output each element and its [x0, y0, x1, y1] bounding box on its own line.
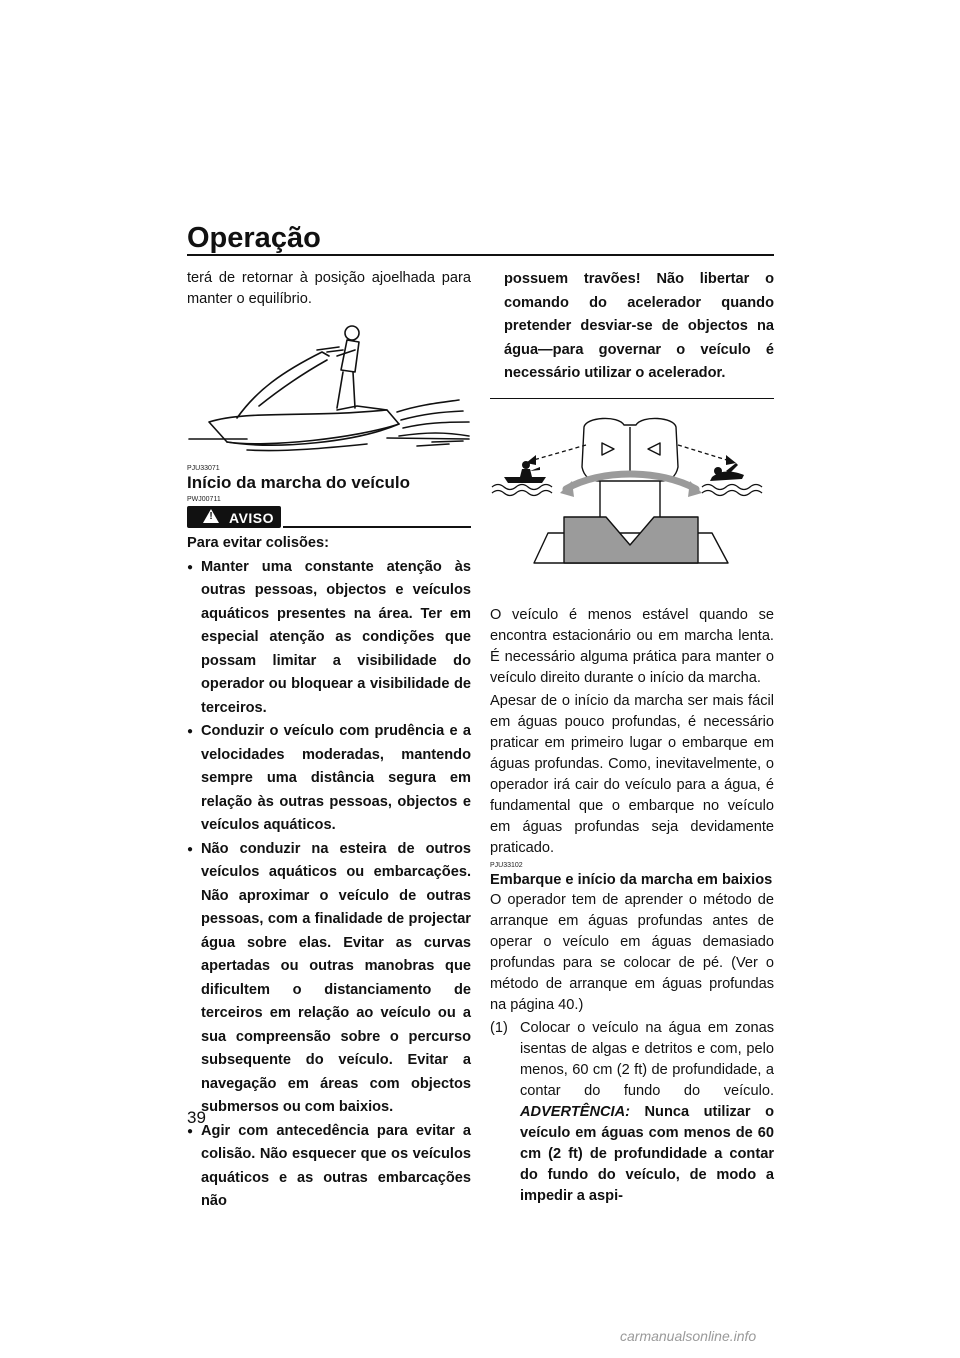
left-column	[187, 268, 471, 1214]
page-title: Operação	[187, 222, 321, 254]
exclamation-icon: !	[209, 511, 213, 522]
warning-bullet: ● Não conduzir na esteira de outros veículos aquáticos ou embarcações. Não aproximar o veículo de outras pessoas, com a finalidade de projectar água sobre elas. Evitar as curvas apertadas ou outras manobras que dificultem o distanciamento de terceiros em relação ao veículo ou a sua compreensão sobre o percurso subsequente do veículo. Evitar a navegação em áreas com objectos submersos ou com baixios.	[187, 838, 471, 1120]
subsection-body: O operador tem de aprender o método de arranque em águas profundas antes de operar o veículo em águas demasiado profundas para se colocar de pé. (Ver o método de arranque em águas profundas na página 40.)	[490, 892, 774, 1013]
warning-badge	[187, 506, 281, 528]
warning-header	[187, 506, 471, 528]
page-number: 39	[187, 1108, 206, 1127]
warning-bullet: ● Conduzir o veículo com prudência e a velocidades moderadas, mantendo sempre uma distância segura em relação às outras pessoas, objectos e veículos aquáticos.	[187, 720, 471, 838]
stability-paragraph: O veículo é menos estável quando se encontra estacionário ou em marcha lenta. É necessário alguma prática para manter o veículo direito durante o início da marcha.	[490, 607, 774, 686]
footer-watermark: carmanualsonline.info	[620, 1328, 757, 1344]
warning-intro: Para evitar colisões:	[187, 535, 329, 551]
deep-water-paragraph: Apesar de o início da marcha ser mais fácil em águas pouco profundas, é necessário praticar em primeiro lugar o embarque em águas profundas. Como, inevitavelmente, o operador irá cair do veículo para a água, é fundamental que o embarque no veículo em águas profundas seja devidamente praticado.	[490, 693, 774, 856]
step-warning-label: ADVERTÊNCIA:	[520, 1104, 631, 1120]
step-text: Colocar o veículo na água em zonas isentas de algas e detritos e com, pelo menos, 60 cm (2 ft) de profundidade, a contar do fundo do veículo.	[520, 1020, 774, 1099]
step-warning-text: Nunca utilizar o veículo em águas com menos de 60 cm (2 ft) de profundidade a contar do fundo do veículo, de modo a impedir a aspi-	[520, 1104, 774, 1204]
right-column	[490, 268, 774, 1207]
warning-bullet: ● Manter uma constante atenção às outras pessoas, objectos e veículos aquáticos presentes na área. Ter em especial atenção as condições que possam limitar a visibilidade do operador ou bloquear a visibilidade de terceiros.	[187, 556, 471, 721]
warning-code: PWJ00711	[187, 496, 221, 503]
section-heading: Início da marcha do veículo	[187, 473, 410, 492]
step-number: (1)	[490, 1020, 508, 1036]
subsection-code: PJU33102	[490, 862, 523, 869]
subsection-heading: Embarque e início da marcha em baixios	[490, 872, 773, 888]
section-code: PJU33071	[187, 465, 220, 472]
warning-continuation: possuem travões! Não libertar o comando do acelerador quando pretender desviar-se de objectos na água—para governar o veículo é necessário utilizar o acelerador.	[504, 271, 774, 381]
warning-block	[187, 532, 471, 1214]
title-rule	[187, 254, 774, 256]
intro-paragraph: terá de retornar à posição ajoelhada para manter o equilíbrio.	[187, 270, 471, 307]
jet-ski-standing-rider-illustration	[187, 310, 471, 460]
step-1	[490, 1018, 774, 1207]
warning-list	[187, 556, 471, 1214]
steering-throttle-illustration	[490, 405, 774, 581]
warning-bullet: ● Agir com antecedência para evitar a colisão. Não esquecer que os veículos aquáticos e as outras embarcações não	[187, 1120, 471, 1214]
warning-label: AVISO	[229, 510, 275, 526]
warning-end-rule	[490, 398, 774, 400]
warning-header-rule	[283, 526, 471, 528]
warning-continuation-block	[490, 268, 774, 399]
